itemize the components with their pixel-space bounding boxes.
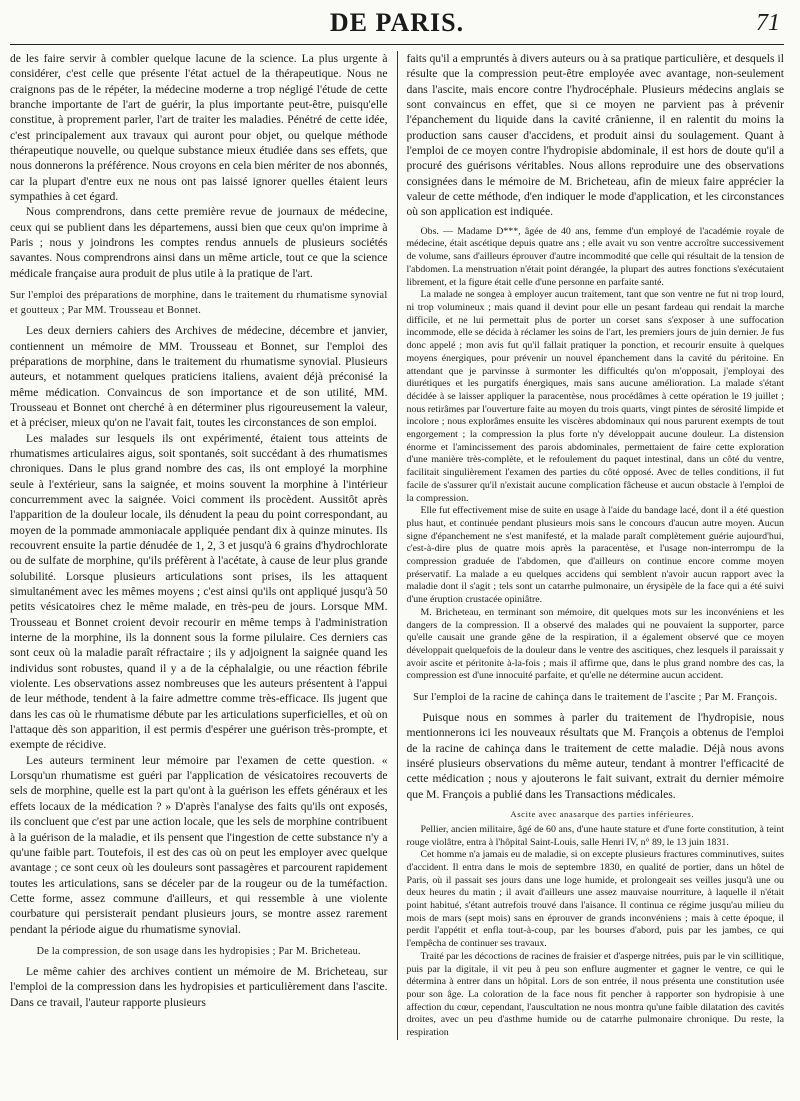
running-head — [10, 6, 784, 45]
observation-paragraph: M. Bricheteau, en terminant son mémoire, dit quelques mots sur les inconvéniens et les dangers de la compression. Il a observé des malades qui ne pouvaient la supporter, parce qu'elle causait une grande gêne de la respiration, il a également observé que ce moyen développait quelquefois de la douleur dans le ventre des ascitiques, chez lesquels il paraissait y avoir ascite et péritonite à-la-fois ; mais il affirme que, dans le plus grand nombre des cas, la compression est d'une innocuité parfaite, et qu'elle ne détermine aucun accident. — [406, 606, 784, 682]
paragraph: Puisque nous en sommes à parler du traitement de l'hydropisie, nous mentionnerons ici les nouveaux résultats que M. François a obtenus de l'emploi de la racine de cahinça dans le traitement de cette maladie. Déjà nous avons inséré plusieurs observations du même auteur, tendant à montrer l'efficacité de cette médication ; nous y ajouterons le fait suivant, extrait du dernier mémoire que M. François a publié dans les Transactions médicales. — [406, 711, 784, 801]
paragraph: de les faire servir à combler quelque lacune de la science. La plus urgente à considérer, c'est celle que présente l'état actuel de la thérapeutique. Nous ne craignons pas de le répéter, la médecine moderne a trop négligé l'étude de cette branche importante de l'art de guérir, la plus importante peut-être, puisqu'elle constitue, à proprement parler, l'art de traiter les maladies. Pénétré de cette idée, c'est principalement aux travaux qui auront pour objet, ou quelque méthode thérapeutique nouvelle, ou quelque substance mieux étudiée dans ses effets, que nous donnerons la préférence. Nous croyons en cela bien mériter de nos abonnés, car la plupart d'entre eux ne nous ont pas laissé ignorer quelles étaient leurs sympathies à cet égard. — [10, 52, 388, 204]
section-heading-compression: De la compression, de son usage dans les hydropisies ; Par M. Bricheteau. — [36, 945, 361, 957]
paragraph: Nous comprendrons, dans cette première revue de journaux de médecine, ceux qui se publient dans les départemens, aussi bien que ceux qu'on imprime à Paris ; nous y joindrons les comptes rendus annuels de plusieurs sociétés savantes. Nous comprendrons ainsi dans un même article, tout ce que la science médicale française aura produit de plus utile à la pratique de l'art. — [10, 205, 388, 280]
case-heading: Ascite avec anasarque des parties inférieures. — [510, 809, 695, 820]
paragraph: faits qu'il a empruntés à divers auteurs ou à sa pratique particulière, et desquels il résulte que la compression peut-être employée avec avantage, non-seulement dans l'ascite, mais encore contre l'hydrocéphale. Plusieurs médecins anglais se sont convaincus en effet, que si ce moyen ne parvient pas à prévenir l'épanchement du liquide dans la cavité crânienne, il en ralentit du moins la production sans causer d'accidens, et produit ainsi du soulagement. Quant à l'emploi de ce moyen contre l'hydropisie abdominale, il est hors de doute qu'il a procuré des guérisons véritables. Nous allons reproduire une des observations consignées dans le mémoire de M. Bricheteau, afin de mieux faire apprécier la valeur de cette méthode, d'en indiquer le mode d'application, et les circonstances où son application est indiquée. — [406, 52, 784, 219]
page-number: 71 — [756, 10, 780, 36]
observation-block — [407, 226, 785, 683]
running-title: DE PARIS. — [329, 8, 465, 37]
right-column — [398, 51, 785, 1040]
two-column-body — [10, 51, 784, 1040]
observation-paragraph: La malade ne songea à employer aucun traitement, tant que son ventre ne fut ni trop lourd, ni trop volumineux ; mais quand il devint pour elle un pesant fardeau qui rendait la marche difficile, et ne lui permettait plus de porter un corset sans s'exposer à une suffocation incommode, elle se décida à réclamer les soins de l'art, les premiers jours de juin dernier. Je fus donc appelé ; mon avis fut qu'il fallait pratiquer la ponction, et recourir ensuite à quelques moyens énergiques, pour prévenir un nouvel épanchement dans la cavité du péritoine. En attendant que je parvinsse à surmonter les difficultés qu'on m'opposait, j'employai des diurétiques et les purgatifs énergiques, mais sans aucune amélioration. La malade s'étant décidée à se laisser appliquer la paracentèse, nous procédâmes à cette opération le 19 juillet ; nous retirâmes par l'ouverture faite au moyen du trois quarts, vingt pintes de sérosité limpide et incolore ; nous explorâmes ensuite les viscères abdominaux qui nous parurent exempts de tout engorgement ; la compression la plus forte n'y développait aucune douleur. La distension énorme et l'amincissement des parois abdominales, permettaient de faire cette exploration d'une manière très-complète, et le refoulement du paquet intestinal, dans un côté du ventre, facilitait singulièrement l'examen des parties du côté opposé. Avec de telles conditions, il fut facile de s'assurer qu'il n'existait aucune complication fâcheuse et aucun obstacle à l'emploi de la compression. — [406, 289, 784, 504]
paragraph: Les deux derniers cahiers des Archives de médecine, décembre et janvier, contiennent un mémoire de MM. Trousseau et Bonnet, sur l'emploi des préparations de morphine, dans le traitement du rhumatisme synovial. Plusieurs auteurs, et notamment quelques praticiens italiens, avaient déjà préconisé la même médication. Convaincus de son importance et de son utilité, MM. Trousseau et Bonnet ont cherché à en déterminer plus rigoureusement la valeur, et à préciser, mieux qu'on ne l'avait fait, toutes les circonstances de son emploi. — [10, 324, 388, 430]
case-paragraph: Cet homme n'a jamais eu de maladie, si on excepte plusieurs fractures comminutives, suites d'accident. Il entra dans le mois de septembre 1830, en qualité de portier, dans un hôtel de Paris, où il passait ses jours dans une loge humide, et prolongeait ses veilles jusqu'à une ou deux heures du matin ; il avait d'ailleurs une assez mauvaise nourriture, à laquelle il n'était point habitué, s'étant autrefois trouvé dans l'aisance. Il continua ce régime jusqu'au milieu du mois de mars (sept mois) sans en éprouver de grands inconvéniens ; mais à cette époque, il perdit l'appétit et enfla tout-à-coup, par les bourses d'abord, puis par les jambes, ce qui l'empêcha de continuer ses travaux. — [406, 849, 784, 950]
case-block — [407, 808, 785, 1040]
section-heading-morphine: Sur l'emploi des préparations de morphine, dans le traitement du rhumatisme synovial et goutteux ; Par MM. Trousseau et Bonnet. — [10, 290, 388, 317]
section-heading-cahinca: Sur l'emploi de la racine de cahinça dans le traitement de l'ascite ; Par M. François. — [413, 692, 778, 704]
paragraph: Les malades sur lesquels ils ont expérimenté, étaient tous atteints de rhumatismes articulaires aigus, soit spontanés, soit succédant à des rhumatismes chroniques. Dans le plus grand nombre des cas, ils ont employé la morphine seule à l'extérieur, sans la saignée, et moins souvent la morphine à l'intérieur concurremment avec la saignée. Voici comment ils procèdent. Aussitôt après l'apparition de la douleur locale, ils dénudent la peau du point correspondant, au moyen de la pommade ammoniacale appliquée pendant dix à quinze minutes. Ils recouvrent ensuite la partie dénudée de 1, 2, 3 et jusqu'à 6 grains d'hydrochlorate ou de sulfate de morphine, qu'ils préfèrent à l'acétate, à cause de leur plus grande solubilité. Lorsque plusieurs articulations sont prises, ils les attaquent simultanément avec les mêmes moyens ; c'est ainsi qu'ils ont appliqué jusqu'à 50 petits vésicatoires chez le même malade, en très-peu de jours. Lorsque MM. Trousseau et Bonnet croient devoir recourir en même temps à l'administration interne de la morphine, ils la donnent sous la forme pilulaire. Ces derniers cas sont ceux où la maladie paraît réfractaire ; ils y adjoignent la saignée quand les individus sont robustes, quand il y a de la céphalalgie, ou une réaction fébrile violente. Les observations assez nombreuses que les auteurs présentent à l'appui de leur méthode, tendent à la faire admettre comme très-efficace. Ils jugent que dans les cas où le rhumatisme débute par les articulations superficielles, et où on l'attaque dès son apparition, il est permis d'espérer une guérison très-prompte, et exempte de récidive. — [10, 431, 388, 752]
case-paragraph: Pellier, ancien militaire, âgé de 60 ans, d'une haute stature et d'une forte constitution, à teint rouge violâtre, entra à l'hôpital Saint-Louis, salle Henri IV, n° 89, le 13 juin 1831. — [406, 823, 784, 848]
left-column — [10, 51, 398, 1040]
observation-paragraph: Elle fut effectivement mise de suite en usage à l'aide du bandage lacé, dont il a été question plus haut, et continuée pendant plusieurs mois sans le concours d'aucun autre moyen. Aucun signe d'épanchement ne s'est manifesté, et la malade paraît complètement guérie aujourd'hui, c'est-à-dire plus de quatre mois après la paracentèse, et l'usage non-interrompu de la compression graduée de l'abdomen, que d'ailleurs on continue encore comme moyen préservatif. La malade a eu quelques accidens qui semblent n'avoir aucun rapport avec la maladie dont il s'agit ; tels sont un catarrhe pulmonaire, un érysipèle de la face qui a été suivi d'une éruption crustacée opiniâtre. — [406, 505, 784, 606]
observation-paragraph: Obs. — Madame D***, âgée de 40 ans, femme d'un employé de l'académie royale de médecine, était ascétique depuis quatre ans ; elle avait vu son ventre accroître successivement de volume, sans d'ailleurs éprouver d'autre incommodité que celle qui résultait de la tension de l'abdomen. La menstruation n'était point dérangée, la plupart des autres fonctions s'exécutaient librement, et la figure était celle d'une personne en parfaite santé. — [406, 225, 784, 288]
paragraph: Les auteurs terminent leur mémoire par l'examen de cette question. « Lorsqu'un rhumatisme est guéri par l'application de vésicatoires recouverts de sels de morphine, quelle est la part qu'ont à la guérison les effets généraux et les effets locaux de la médication ? » D'après l'analyse des faits qu'ils ont exposés, ils concluent que c'est par une action locale, que les sels de morphine contribuent à la guérison de la maladie, et ils pensent que l'ingestion de cette substance n'y a qu'une faible part. Toutefois, il est des cas où on peut les employer avec quelque avantage ; ce sont ceux où les douleurs sont passagères et parcourent rapidement toutes les articulations, sans se déceler par de la rougeur ou de la tuméfaction. Cette forme, assez commune d'ailleurs, et qui ressemble à une violente courbature qui persisterait pendant plusieurs jours, se montre assez rarement pendant la période aigue du rhumatisme synovial. — [10, 753, 388, 936]
paragraph: Le même cahier des archives contient un mémoire de M. Bricheteau, sur l'emploi de la compression dans les hydropisies et particulièrement dans l'ascite. Dans ce travail, l'auteur rapporte plusieurs — [10, 964, 388, 1009]
case-paragraph: Traité par les décoctions de racines de fraisier et d'asperge nitrées, puis par le vin scillitique, puis par la digitale, il vit peu à peu son enflure augmenter et gagner le ventre, ce qui le détermina à entrer dans un hôpital. Lors de son entrée, il nous présenta une constitution usée pour son âge. La coloration de la face nous fit pencher à rapporter son hydropisie à une affection du cœur, cependant, l'auscultation ne nous montra qu'une faible dilatation des cavités droites, avec un peu d'asthme humide ou de catarrhe pulmonaire chronique. Du reste, la respiration — [406, 950, 784, 1039]
